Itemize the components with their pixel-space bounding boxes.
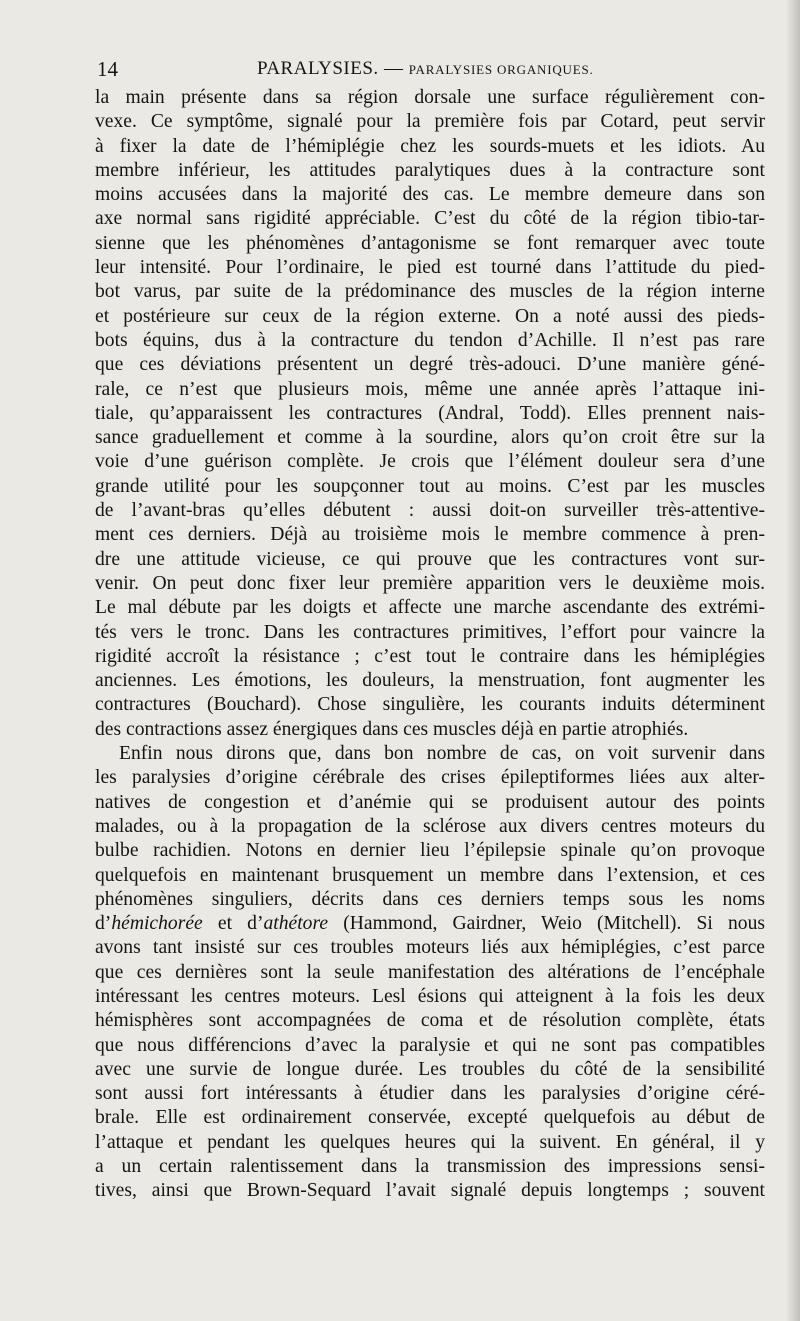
text-line: phénomènes singuliers, décrits dans ces derniers temps sous les noms — [95, 888, 765, 910]
text-line: leur intensité. Pour l’ordinaire, le pied est tourné dans l’attitude du pied- — [95, 257, 765, 279]
text-run: (Hammond, Gairdner, Weio (Mitchell). Si nous — [328, 913, 765, 935]
text-line: bots équins, dus à la contracture du tendon d’Achille. Il n’est pas rare — [95, 329, 765, 351]
text-line: hémisphères sont accompagnées de coma et de résolution complète, états — [95, 1010, 765, 1032]
text-line: quelquefois en maintenant brusquement un membre dans l’extension, et ces — [95, 864, 765, 886]
text-line: rigidité accroît la résistance ; c’est tout le contraire dans les hémiplégies — [95, 645, 765, 667]
text-line: que nous différencions d’avec la paralysie et qui ne sont pas compatibles — [95, 1034, 765, 1056]
text-line: a un certain ralentissement dans la transmission des impressions sensi- — [95, 1156, 765, 1178]
text-line: tiale, qu’apparaissent les contractures (Andral, Todd). Elles prennent nais- — [95, 402, 765, 424]
page-edge-shadow — [786, 0, 800, 1321]
running-title-separator: — — [383, 58, 404, 79]
text-line: à fixer la date de l’hémiplégie chez les sourds-muets et les idiots. Au — [95, 135, 765, 157]
text-line: bot varus, par suite de la prédominance des muscles de la région interne — [95, 281, 765, 303]
text-line: Le mal débute par les doigts et affecte une marche ascendante des extrémi- — [95, 597, 765, 619]
text-line: sance graduellement et comme à la sourdine, alors qu’on croit être sur la — [95, 427, 765, 449]
running-title — [257, 58, 594, 80]
text-line: vexe. Ce symptôme, signalé pour la première fois par Cotard, peut servir — [95, 111, 765, 133]
italic-term: hémichorée — [111, 913, 203, 935]
text-line: intéressant les centres moteurs. Lesl ésions qui atteignent à la fois les deux — [95, 985, 765, 1007]
text-line: malades, ou à la propagation de la sclérose aux divers centres moteurs du — [95, 815, 765, 837]
text-line: que ces déviations présentent un degré très-adouci. D’une manière géné- — [95, 354, 765, 376]
text-line: Enfin nous dirons que, dans bon nombre de cas, on voit survenir dans — [119, 743, 765, 765]
text-line: sont aussi fort intéressants à étudier dans les paralysies d’origine céré- — [95, 1083, 765, 1105]
text-line: grande utilité pour les soupçonner tout au moins. C’est par les muscles — [95, 475, 765, 497]
running-title-sub: PARALYSIES ORGANIQUES. — [408, 62, 594, 77]
text-line: brale. Elle est ordinairement conservée, excepté quelquefois au début de — [95, 1107, 765, 1129]
text-line — [95, 912, 765, 936]
text-line: des contractions assez énergiques dans ces muscles déjà en partie atrophiés. — [95, 718, 689, 740]
text-line: de l’avant-bras qu’elles débutent : aussi doit-on surveiller très-attentive- — [95, 500, 765, 522]
text-line: ment ces derniers. Déjà au troisième mois le membre commence à pren- — [95, 524, 765, 546]
text-line: rale, ce n’est que plusieurs mois, même une année après l’attaque ini- — [95, 378, 765, 400]
text-line: moins accusées dans la majorité des cas. Le membre demeure dans son — [95, 184, 765, 206]
text-line: que ces dernières sont la seule manifestation des altérations de l’encéphale — [95, 961, 765, 983]
text-line: avec une survie de longue durée. Les troubles du côté de la sensibilité — [95, 1058, 765, 1080]
text-line: l’attaque et pendant les quelques heures qui la suivent. En général, il y — [95, 1131, 765, 1153]
text-run: d’ — [95, 913, 112, 935]
text-line: anciennes. Les émotions, les douleurs, la menstruation, font augmenter les — [95, 670, 765, 692]
text-line: tives, ainsi que Brown-Sequard l’avait signalé depuis longtemps ; souvent — [95, 1180, 765, 1202]
italic-term: athétore — [263, 913, 329, 935]
body-text — [95, 86, 765, 1204]
text-line: la main présente dans sa région dorsale une surface régulièrement con- — [95, 87, 765, 108]
text-run: et d’ — [202, 913, 264, 935]
text-line: avons tant insisté sur ces troubles moteurs liés aux hémiplégies, c’est parce — [95, 937, 765, 959]
text-line: bulbe rachidien. Notons en dernier lieu l’épilepsie spinale qu’on provoque — [95, 840, 765, 862]
text-line: axe normal sans rigidité appréciable. C’est du côté de la région tibio-tar- — [95, 208, 765, 230]
text-line: contractures (Bouchard). Chose singulière, les courants induits déterminent — [95, 694, 765, 716]
text-line: natives de congestion et d’anémie qui se produisent autour des points — [95, 791, 765, 813]
text-line: dre une attitude vicieuse, ce qui prouve que les contractures vont sur- — [95, 548, 765, 570]
text-line: venir. On peut donc fixer leur première apparition vers le deuxième mois. — [95, 572, 765, 594]
text-line: les paralysies d’origine cérébrale des crises épileptiformes liées aux alter- — [95, 767, 765, 789]
text-line: et postérieure sur ceux de la région externe. On a noté aussi des pieds- — [95, 305, 765, 327]
text-line: sienne que les phénomènes d’antagonisme se font remarquer avec toute — [95, 232, 765, 254]
text-line: membre inférieur, les attitudes paralytiques dues à la contracture sont — [95, 159, 765, 181]
text-line: tés vers le tronc. Dans les contractures primitives, l’effort pour vaincre la — [95, 621, 765, 643]
running-title-main: PARALYSIES. — [257, 58, 379, 79]
page-number: 14 — [97, 57, 118, 81]
running-header — [95, 52, 765, 84]
text-line: voie d’une guérison complète. Je crois que l’élément douleur sera d’une — [95, 451, 765, 473]
